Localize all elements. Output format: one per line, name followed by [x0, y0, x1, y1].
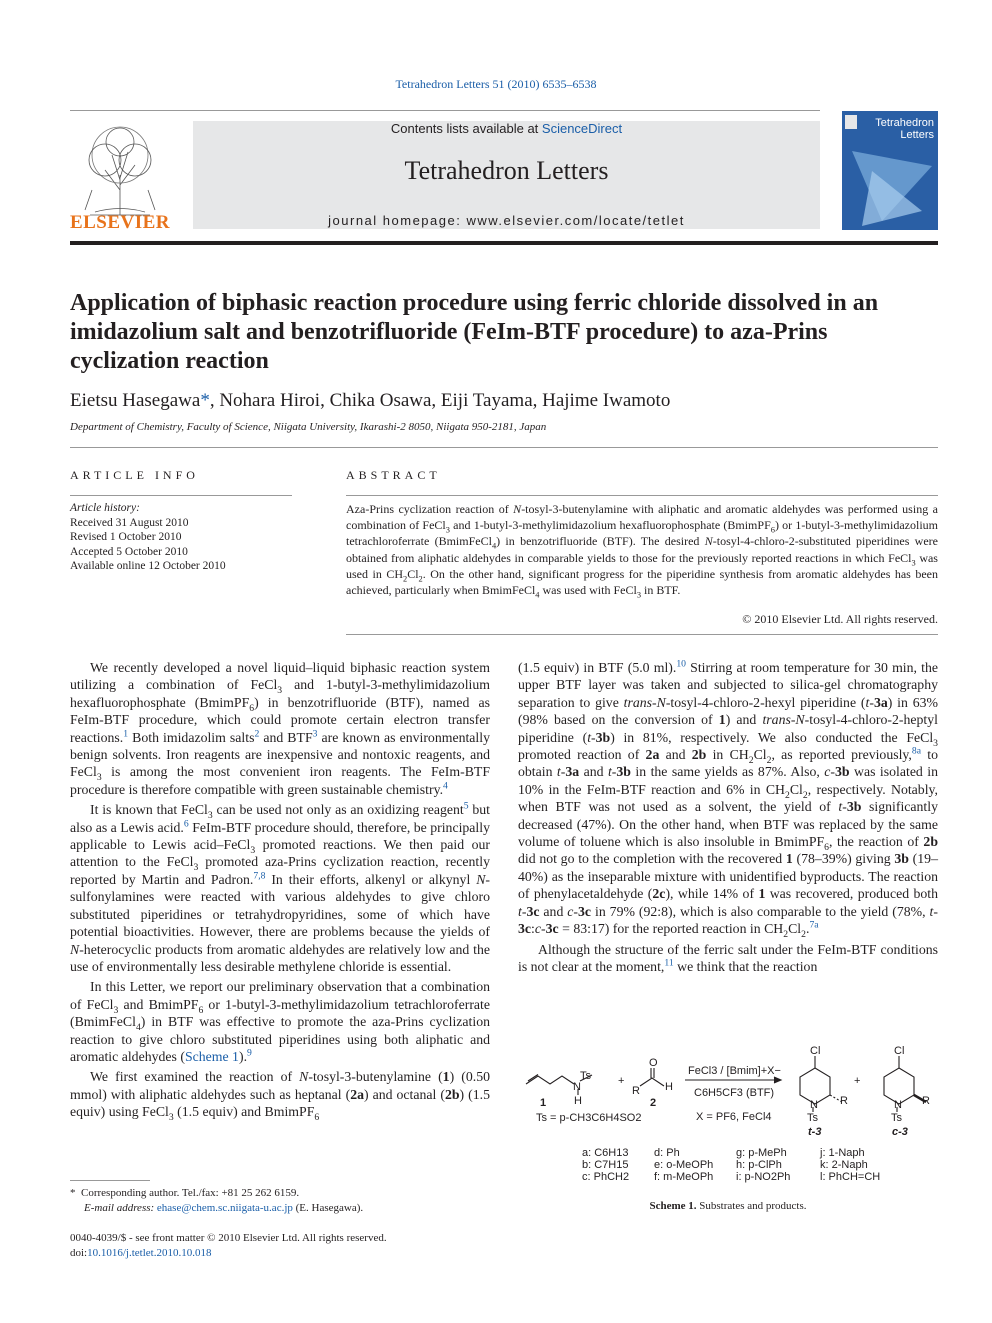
body-column-left	[70, 659, 490, 1121]
paragraph: In this Letter, we report our preliminary observation that a combination of FeCl$_3$ and BmimPF$_6$ or 1-butyl-3-methylimidazolium tetrachloroferrate (BmimFeCl$_4$) in BTF was effective to promote the aza-Prins cyclization reaction to give chloro substituted piperidines using both aliphatic and aromatic aldehydes (Scheme 1).$^9$	[70, 979, 490, 1064]
scheme-1-diagram	[518, 1038, 938, 1198]
paragraph: Although the structure of the ferric salt under the FeIm-BTF conditions is not clear at the moment,$^{11}$ we think that the reaction	[518, 941, 938, 974]
author-list: Eietsu Hasegawa*, Nohara Hiroi, Chika Osawa, Eiji Tayama, Hajime Iwamoto	[70, 390, 671, 411]
footnote-rule	[70, 1180, 150, 1181]
abstract-bottom-rule	[346, 634, 938, 635]
substituent: j: 1-Naph	[820, 1147, 865, 1159]
scheme-label-1: 1	[540, 1097, 547, 1109]
article-history: Article history: Received 31 August 2010 Revised 1 October 2010 Accepted 5 October 2010 Available online 12 October 2010	[70, 502, 226, 572]
scheme-plus: +	[854, 1075, 861, 1087]
scheme-cl: Cl	[894, 1045, 905, 1057]
contents-line: Contents lists available at ScienceDirect	[390, 121, 623, 136]
scheme-ts: Ts	[807, 1112, 818, 1124]
substituent: c: PhCH2	[582, 1171, 630, 1183]
article-title: Application of biphasic reaction procedure using ferric chloride dissolved in an imidazolium salt and benzotrifluoride (FeIm-BTF procedure) to aza-Prins cyclization reaction	[70, 290, 879, 374]
scheme-label-t3: t-3	[808, 1126, 822, 1138]
abstract-copyright: © 2010 Elsevier Ltd. All rights reserved.	[742, 612, 938, 626]
scheme-label-2: 2	[650, 1097, 657, 1109]
abstract-rule	[346, 495, 938, 496]
scheme-r: R	[840, 1095, 848, 1107]
abstract-heading: ABSTRACT	[346, 468, 441, 482]
substituent: d: Ph	[654, 1147, 680, 1159]
substituent: l: PhCH=CH	[820, 1171, 881, 1183]
issn-doi: 0040-4039/$ - see front matter © 2010 Elsevier Ltd. All rights reserved. doi:10.1016/j.tetlet.2010.10.018	[70, 1232, 387, 1259]
scheme-label-c3: c-3	[892, 1126, 908, 1138]
affiliation: Department of Chemistry, Faculty of Science, Niigata University, Ikarashi-2 8050, Niigata 950-2181, Japan	[70, 421, 547, 433]
elsevier-logo-text: ELSEVIER	[69, 212, 171, 233]
scheme-reagent: FeCl3 / [Bmim]+X−	[688, 1065, 781, 1077]
scheme-ts: Ts	[580, 1070, 591, 1082]
paragraph: We recently developed a novel liquid–liquid biphasic reaction system utilizing a combination of FeCl$_3$ and 1-butyl-3-methylimidazolium hexafluorophosphate (BmimPF$_6$) in benzotrifluoride (BTF), named as FeIm-BTF procedure, which could promote certain electron transfer reactions.$^1$ Both imidazolim salts$^2$ and BTF$^3$ are known as environmentally benign solvents. Iron reagents are inexpensive and nontoxic reagents, and FeCl$_3$ is among the most convenient iron reagents. The FeIm-BTF procedure is therefore compatible with green sustainable chemistry.$^4$	[70, 660, 490, 797]
scheme-solvent: C6H5CF3 (BTF)	[694, 1087, 775, 1099]
scheme-r: R	[922, 1095, 930, 1107]
scheme-caption: Scheme 1. Substrates and products.	[649, 1200, 807, 1212]
scheme-labels	[536, 1045, 930, 1138]
paragraph: (1.5 equiv) in BTF (5.0 ml).$^{10}$ Stirring at room temperature for 30 min, the upper BTF layer was taken and subjected to silica-gel chromatography separation to give trans-N-tosyl-4-chloro-2-hexyl piperidine (t-3a) in 63% (98% based on the conversion of 1) and trans-N-tosyl-4-chloro-2-heptyl piperidine (t-3b) in 81%, respectively. We also conducted the FeCl$_3$ promoted reaction of 2a and 2b in $CH_2Cl_2$, as reported previously,$^{8a}$ to obtain t-3a and t-3b in the same yields as 87%. Also, c-3b was isolated in 10% in the FeIm-BTF reaction and 6% in $CH_2Cl_2$, respectively. Notably, when BTF was not used as a solvent, the yield of t-3b significantly decreased (47%). On the other hand, when BTF was replaced by the same volume of toluene which is also insoluble in BmimPF$_6$, the reaction of 2b did not go to the completion with the recovered 1 (78–39%) giving 3b (19–40%) as the inseparable mixture with unidentified byproducts. The reaction of phenylacetaldehyde (2c), while 14% of 1 was recovered, produced both t-3c and c-3c in 79% (92:8), which is also comparable to the yield (78%, t-3c:c-3c = 83:17) for the reported reaction in $CH_2Cl_2.^{7a}$	[518, 658, 939, 940]
info-rule	[70, 495, 292, 496]
email-link[interactable]: ehase@chem.sc.niigata-u.ac.jp	[156, 1202, 293, 1214]
substituent: h: p-ClPh	[736, 1159, 782, 1171]
header-rule	[70, 110, 820, 111]
scheme-n: N	[894, 1099, 902, 1111]
journal-name: Tetrahedron Letters	[404, 156, 609, 185]
substituent: i: p-NO2Ph	[736, 1171, 791, 1183]
scheme-r: R	[632, 1085, 640, 1097]
substituent: g: p-MePh	[736, 1147, 787, 1159]
scheme-ts: Ts	[891, 1112, 902, 1124]
corresponding-author-footnote: * Corresponding author. Tel./fax: +81 25 262 6159. E-mail address: ehase@chem.sc.niigata-u.ac.jp (E. Hasegawa).	[70, 1187, 364, 1214]
body-column-right	[518, 659, 938, 975]
journal-cover-image: Tetrahedron Letters	[842, 111, 938, 230]
scheme-n: N	[573, 1081, 581, 1093]
substituent: b: C7H15	[582, 1159, 629, 1171]
substituent: a: C6H13	[582, 1147, 629, 1159]
substituent: k: 2-Naph	[820, 1159, 868, 1171]
scheme-n: N	[810, 1099, 818, 1111]
journal-homepage[interactable]: journal homepage: www.elsevier.com/locate/tetlet	[328, 213, 685, 228]
substituent: f: m-MeOPh	[654, 1171, 714, 1183]
scheme-o: O	[649, 1057, 658, 1069]
substituent: e: o-MeOPh	[654, 1159, 714, 1171]
scheme-counterion: X = PF6, FeCl4	[696, 1111, 772, 1123]
affiliation-rule	[70, 447, 938, 448]
article-info-heading: ARTICLE INFO	[70, 468, 199, 482]
scheme-h: H	[665, 1081, 673, 1093]
scheme-cl: Cl	[810, 1045, 821, 1057]
header-thick-rule	[70, 241, 938, 245]
scheme-plus: +	[618, 1075, 625, 1087]
abstract-text: Aza-Prins cyclization reaction of N-tosyl-3-butenylamine with aliphatic and aromatic aldehydes was performed using a combination of FeCl$_3$ and 1-butyl-3-methylimidazolium hexafluorophosphate (BmimPF$_6$) or 1-butyl-3-methylimidazolium tetrachloroferrate (BmimFeCl$_4$) in benzotrifluoride (BTF). The desired N-tosyl-4-chloro-2-substituted piperidines were obtained from aliphatic aldehydes in comparable yields to those for the previously reported reactions in which FeCl$_3$ was used in $CH_2Cl_2$. On the other hand, significant progress for the piperidine synthesis from aromatic aldehydes has been achieved, particularly when BmimFeCl$_4$ was used with FeCl$_3$ in BTF.	[346, 502, 938, 600]
doi-link[interactable]: 10.1016/j.tetlet.2010.10.018	[87, 1247, 212, 1259]
scheme-ts-definition: Ts = p-CH3C6H4SO2	[536, 1112, 642, 1124]
substituent-list	[582, 1147, 880, 1183]
scheme-h: H	[574, 1095, 582, 1107]
paragraph: We first examined the reaction of N-tosyl-3-butenylamine (1) (0.50 mmol) with aliphatic aldehydes such as heptanal (2a) and octanal (2b) (1.5 equiv) using FeCl$_3$ (1.5 equiv) and BmimPF$_6$	[70, 1069, 490, 1123]
corresponding-author-mark[interactable]: *	[200, 390, 210, 411]
journal-reference[interactable]: Tetrahedron Letters 51 (2010) 6535–6538	[395, 77, 597, 91]
paragraph: It is known that FeCl$_3$ can be used not only as an oxidizing reagent$^5$ but also as a Lewis acid.$^6$ FeIm-BTF procedure should, therefore, be principally applicable to Lewis acid–FeCl$_3$ promoted reactions. We then paid our attention to the FeCl$_3$ promoted aza-Prins cyclization reaction, recently reported by Martin and Padron.$^{7,8}$ In their efforts, alkenyl or alkynyl N-sulfonylamines were reacted with various aldehydes to give chloro substituted piperidines or tetrahydropyridines, some of which have potential bioactivities. However, there are problems because the yields of N-heterocyclic products from aromatic aldehydes are relatively low and the use of environmentally less desirable methylene chloride is essential.	[70, 800, 490, 974]
sciencedirect-link[interactable]: ScienceDirect	[541, 121, 623, 136]
